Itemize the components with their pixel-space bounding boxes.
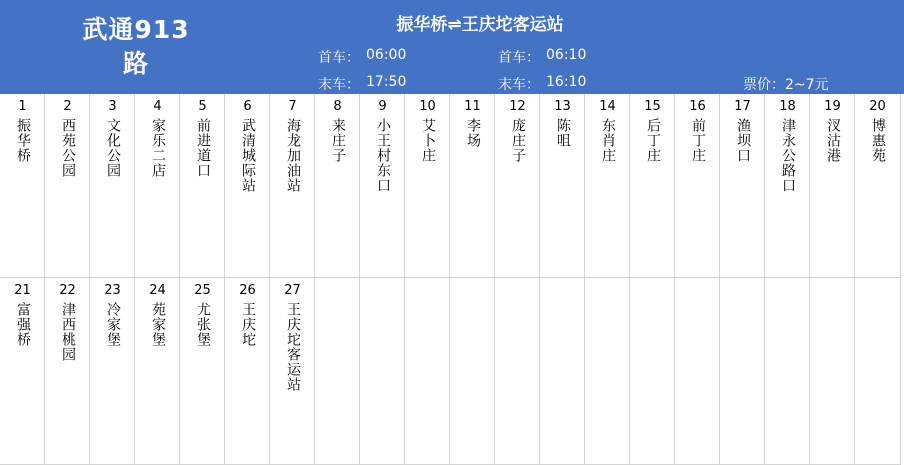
last-bus-label-a: 末车： [318, 77, 360, 93]
stop-cell [810, 278, 855, 465]
stop-cell [405, 278, 450, 465]
stop-cell [45, 278, 90, 465]
stop-cell [675, 278, 720, 465]
stop-name: 王庆坨 [240, 302, 256, 347]
fare: 票价：2~7元 [743, 77, 829, 93]
stop-name: 东肖庄 [600, 118, 616, 163]
stop-number: 26 [239, 283, 256, 298]
first-bus-time-a: 06:00 [366, 47, 407, 63]
stop-number: 4 [153, 99, 162, 114]
stop-name: 振华桥 [15, 118, 31, 163]
route-name-line1: 武通913 [82, 15, 190, 44]
stop-number: 9 [378, 99, 387, 114]
stop-name: 王庆坨客运站 [285, 302, 301, 392]
stop-name: 冷家堡 [105, 302, 121, 347]
header [0, 0, 904, 94]
stop-number: 12 [509, 99, 526, 114]
stop-cell [630, 94, 675, 278]
stop-name: 博惠苑 [870, 118, 886, 163]
first-bus-label-a: 首车： [318, 50, 360, 66]
stop-name: 后丁庄 [645, 118, 661, 163]
stop-cell [585, 278, 630, 465]
stop-cell [45, 94, 90, 278]
stop-cell [495, 94, 540, 278]
stop-cell [540, 94, 585, 278]
first-bus-label-b: 首车： [498, 50, 540, 66]
stop-cell [315, 94, 360, 278]
stop-cell [90, 94, 135, 278]
stop-name: 前进道口 [195, 118, 211, 178]
stop-number: 6 [243, 99, 252, 114]
stop-cell [450, 94, 495, 278]
stop-number: 7 [288, 99, 297, 114]
stop-cell [540, 278, 585, 465]
stop-number: 11 [464, 99, 481, 114]
stop-cell [765, 278, 810, 465]
stop-cell [405, 94, 450, 278]
stop-name: 苑家堡 [150, 302, 166, 347]
stop-name: 渔坝口 [735, 118, 751, 163]
stop-name: 西苑公园 [60, 118, 76, 178]
stop-name: 陈咀 [555, 118, 571, 148]
stop-cell [135, 278, 180, 465]
stop-cell [180, 94, 225, 278]
stop-name: 富强桥 [15, 302, 31, 347]
stop-number: 25 [194, 283, 211, 298]
stop-number: 5 [198, 99, 207, 114]
stop-name: 汊沽港 [825, 118, 841, 163]
stop-cell [720, 278, 765, 465]
stop-cell [180, 278, 225, 465]
stop-cell [270, 94, 315, 278]
stop-number: 15 [644, 99, 661, 114]
stop-number: 18 [779, 99, 796, 114]
stop-cell [315, 278, 360, 465]
stop-cell [90, 278, 135, 465]
stop-name: 前丁庄 [690, 118, 706, 163]
stop-number: 10 [419, 99, 436, 114]
last-bus-label-b: 末车： [498, 77, 540, 93]
stop-name: 尤张堡 [195, 302, 211, 347]
stop-number: 17 [734, 99, 751, 114]
route-name-line2: 路 [122, 49, 149, 78]
stop-name: 津西桃园 [60, 302, 76, 362]
stop-cell [450, 278, 495, 465]
route-name [0, 0, 272, 94]
stop-cell [765, 94, 810, 278]
stop-number: 14 [599, 99, 616, 114]
stop-name: 小王村东口 [375, 118, 391, 193]
stop-cell [360, 94, 405, 278]
stop-cell [0, 278, 45, 465]
stop-cell [855, 278, 901, 465]
stop-number: 16 [689, 99, 706, 114]
stop-cell [720, 94, 765, 278]
stop-name: 文化公园 [105, 118, 121, 178]
stop-cell [675, 94, 720, 278]
stop-name: 津永公路口 [780, 118, 796, 193]
stop-name: 海龙加油站 [285, 118, 301, 193]
stop-name: 李场 [465, 118, 481, 148]
first-bus-time-b: 06:10 [546, 47, 587, 63]
stop-number: 24 [149, 283, 166, 298]
stop-cell [585, 94, 630, 278]
stop-cell [630, 278, 675, 465]
stop-name: 家乐二店 [150, 118, 166, 178]
stop-cell [225, 94, 270, 278]
stop-name: 庞庄子 [510, 118, 526, 163]
stop-cell [810, 94, 855, 278]
stop-cell [0, 94, 45, 278]
stop-name: 来庄子 [330, 118, 346, 163]
stop-number: 13 [554, 99, 571, 114]
route-direction: 振华桥⇌王庆坨客运站 [396, 15, 564, 35]
stop-number: 19 [824, 99, 841, 114]
stop-cell [855, 94, 901, 278]
stop-number: 1 [18, 99, 27, 114]
stop-number: 22 [59, 283, 76, 298]
stop-name: 武清城际站 [240, 118, 256, 193]
stop-cell [495, 278, 540, 465]
stops-grid [0, 94, 904, 465]
last-bus-time-a: 17:50 [366, 74, 407, 90]
last-bus-time-b: 16:10 [546, 74, 587, 90]
stop-number: 27 [284, 283, 301, 298]
stop-number: 2 [63, 99, 72, 114]
stop-number: 21 [14, 283, 31, 298]
stop-cell [360, 278, 405, 465]
stop-name: 艾卜庄 [420, 118, 436, 163]
stop-cell [225, 278, 270, 465]
stop-number: 20 [869, 99, 886, 114]
stop-number: 23 [104, 283, 121, 298]
stop-cell [270, 278, 315, 465]
stop-cell [135, 94, 180, 278]
stop-number: 8 [333, 99, 342, 114]
stop-number: 3 [108, 99, 117, 114]
